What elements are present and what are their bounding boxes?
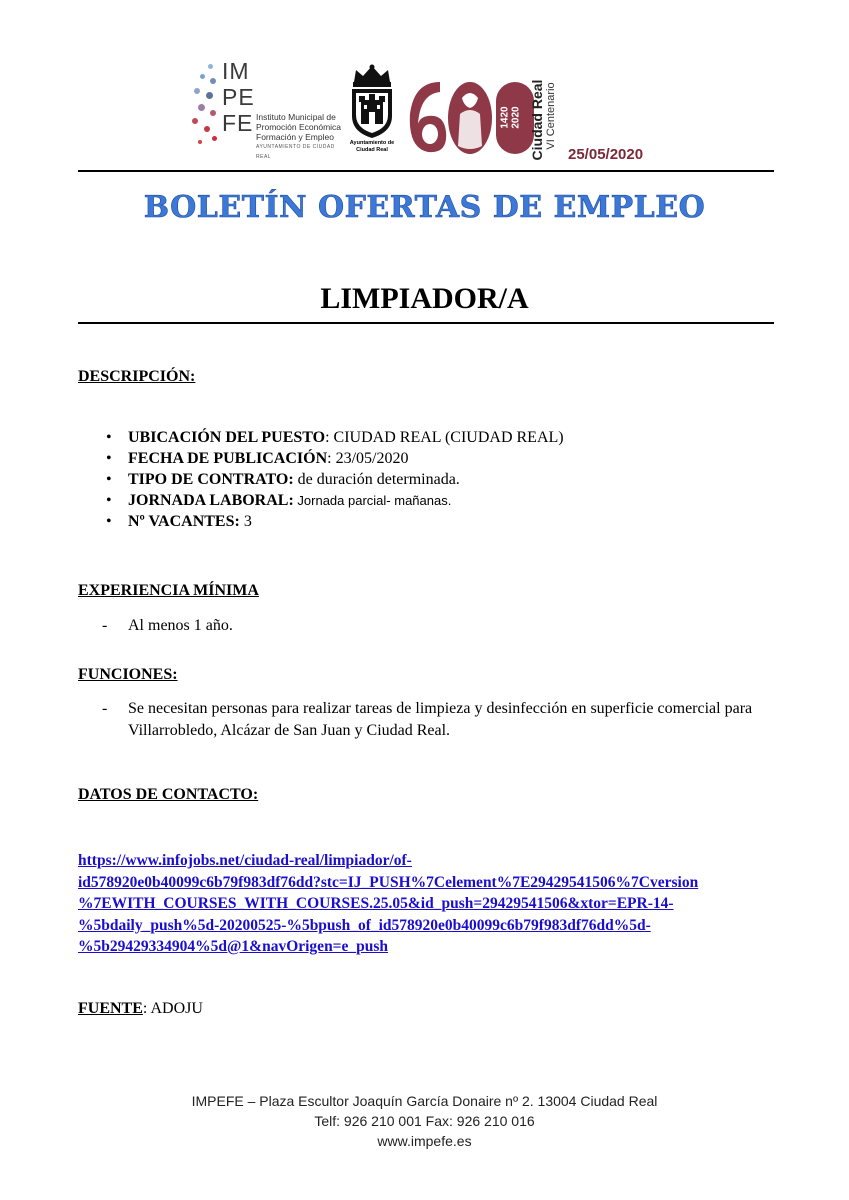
centenary-caption: Ciudad Real VI Centenario	[529, 79, 557, 161]
list-item-location: • UBICACIÓN DEL PUESTO: CIUDAD REAL (CIUDAD REAL)	[106, 427, 564, 448]
functions-heading: FUNCIONES:	[78, 666, 178, 683]
header-divider	[78, 170, 774, 172]
experience-heading: EXPERIENCIA MÍNIMA	[78, 582, 259, 599]
title-divider	[78, 322, 774, 324]
list-item-publication-date: • FECHA DE PUBLICACIÓN: 23/05/2020	[106, 448, 564, 469]
list-item-contract-type: • TIPO DE CONTRATO: de duración determinada.	[106, 469, 564, 490]
description-list	[106, 427, 564, 532]
source-line	[78, 1000, 203, 1018]
footer-phones: Telf: 926 210 001 Fax: 926 210 016	[314, 1113, 535, 1129]
job-title: LIMPIADOR/A	[320, 282, 529, 315]
footer-website[interactable]: www.impefe.es	[377, 1133, 472, 1149]
list-item-work-schedule: • JORNADA LABORAL: Jornada parcial- mañanas.	[106, 490, 564, 511]
infojobs-offer-link[interactable]: https://www.infojobs.net/ciudad-real/limpiador/of- id578920e0b40099c6b79f983df76dd?stc=IJ_PUSH%7Celement%7E29429541506%7Cversion %7EWITH_COURSES_WITH_COURSES.25.05&id_push=29429541506&xtor=EPR-14- %5bdaily_push%5d-20200525-%5bpush_of_id578920e0b40099c6b79f983df76dd%5d- %5b29429334904%5d@1&navOrigen=e_push	[78, 852, 699, 955]
bulletin-title: BOLETÍN OFERTAS DE EMPLEO	[143, 190, 706, 225]
impefe-logo-subtitle: Instituto Municipal de Promoción Económica Formación y Empleo AYUNTAMIENTO DE CIUDAD REAL	[256, 112, 342, 160]
ayuntamiento-caption: Ayuntamiento de Ciudad Real	[349, 140, 395, 153]
list-item-vacancies: • Nº VACANTES: 3	[106, 511, 564, 532]
description-heading: DESCRIPCIÓN:	[78, 368, 196, 385]
impefe-logo	[190, 58, 340, 158]
ayuntamiento-crest-logo	[344, 64, 400, 156]
footer-address: IMPEFE – Plaza Escultor Joaquín García Donaire nº 2. 13004 Ciudad Real	[191, 1093, 658, 1109]
header-date: 25/05/2020	[568, 146, 644, 163]
contact-heading: DATOS DE CONTACTO:	[78, 786, 259, 803]
impefe-logo-letters: IM PE FE	[222, 58, 255, 136]
source-value: : ADOJU	[142, 1000, 203, 1017]
crest-icon	[344, 64, 400, 140]
impefe-dots-graphic	[190, 64, 220, 148]
centenary-years: 1420 2020	[499, 106, 522, 129]
source-label: FUENTE	[78, 1000, 143, 1017]
